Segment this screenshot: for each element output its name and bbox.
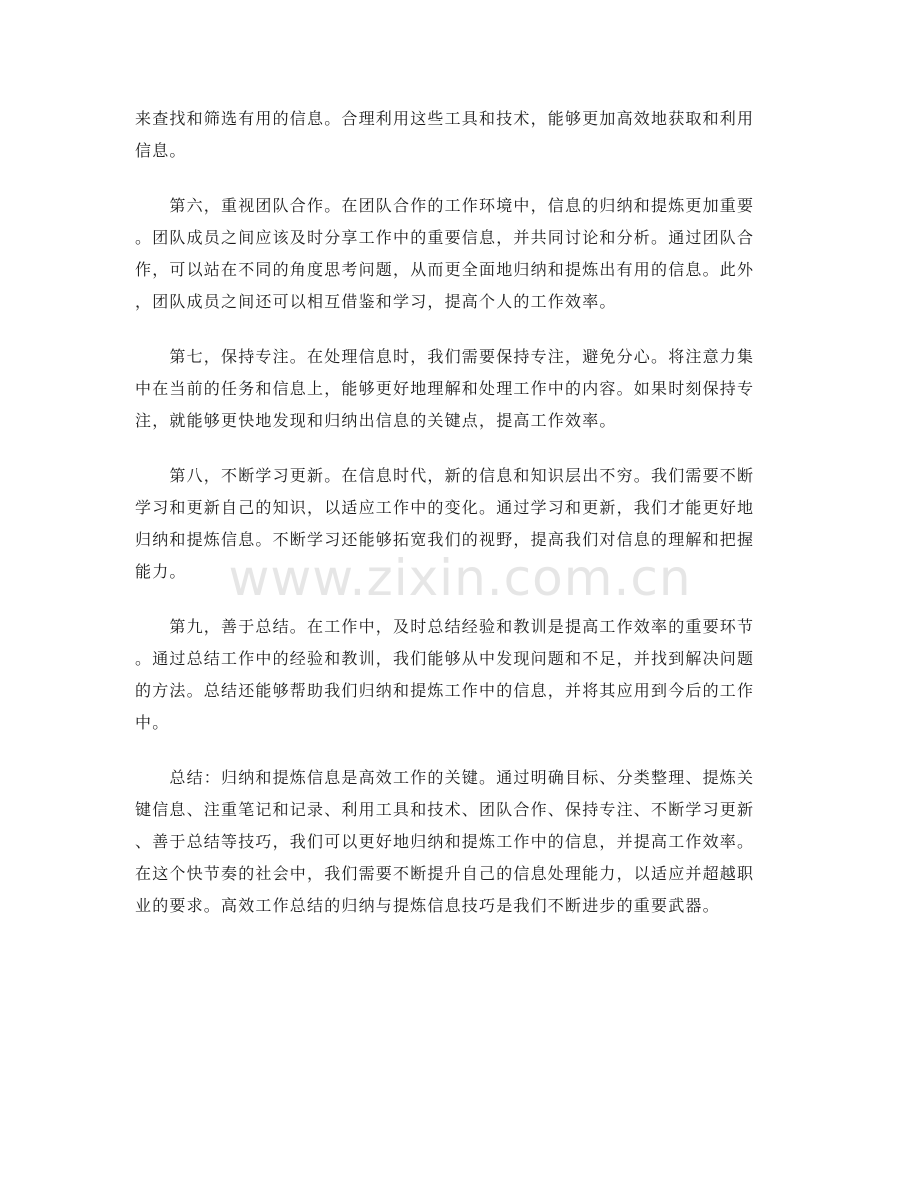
text-line: 信息。 bbox=[135, 141, 187, 160]
text-line: 中在当前的任务和信息上，能够更好地理解和处理工作中的内容。如果时刻保持专 bbox=[135, 379, 755, 398]
text-line: 能力。 bbox=[135, 562, 187, 581]
watermark-text: www.zixin.com.cn bbox=[228, 549, 692, 607]
paragraph-learning bbox=[135, 460, 795, 588]
text-line: 归纳和提炼信息。不断学习还能够拓宽我们的视野，提高我们对信息的理解和把握 bbox=[135, 530, 755, 549]
paragraph-teamwork bbox=[135, 190, 795, 318]
paragraph-focus bbox=[135, 341, 795, 437]
text-line: 在这个快节奏的社会中，我们需要不断提升自己的信息处理能力，以适应并超越职 bbox=[135, 864, 755, 883]
document-body bbox=[135, 103, 795, 922]
text-line: 业的要求。高效工作总结的归纳与提炼信息技巧是我们不断进步的重要武器。 bbox=[135, 896, 720, 915]
text-line: 第九，善于总结。在工作中，及时总结经验和教训是提高工作效率的重要环节 bbox=[135, 617, 755, 636]
text-line: 。通过总结工作中的经验和教训，我们能够从中发现问题和不足，并找到解决问题 bbox=[135, 649, 755, 668]
text-line: 键信息、注重笔记和记录、利用工具和技术、团队合作、保持专注、不断学习更新 bbox=[135, 800, 755, 819]
text-line: 第七，保持专注。在处理信息时，我们需要保持专注，避免分心。将注意力集 bbox=[135, 347, 755, 366]
text-line: 第六，重视团队合作。在团队合作的工作环境中，信息的归纳和提炼更加重要 bbox=[135, 196, 755, 215]
text-line: 总结：归纳和提炼信息是高效工作的关键。通过明确目标、分类整理、提炼关 bbox=[135, 768, 755, 787]
text-line: 中。 bbox=[135, 713, 170, 732]
text-line: 。团队成员之间应该及时分享工作中的重要信息，并共同讨论和分析。通过团队合 bbox=[135, 228, 755, 247]
text-line: 、善于总结等技巧，我们可以更好地归纳和提炼工作中的信息，并提高工作效率。 bbox=[135, 832, 755, 851]
text-line: ，团队成员之间还可以相互借鉴和学习，提高个人的工作效率。 bbox=[135, 292, 617, 311]
text-line: 作，可以站在不同的角度思考问题，从而更全面地归纳和提炼出有用的信息。此外 bbox=[135, 260, 755, 279]
text-line: 学习和更新自己的知识，以适应工作中的变化。通过学习和更新，我们才能更好地 bbox=[135, 498, 755, 517]
text-line: 第八，不断学习更新。在信息时代，新的信息和知识层出不穷。我们需要不断 bbox=[135, 466, 755, 485]
paragraph-tools-continued bbox=[135, 103, 795, 167]
text-line: 注，就能够更快地发现和归纳出信息的关键点，提高工作效率。 bbox=[135, 411, 617, 430]
text-line: 的方法。总结还能够帮助我们归纳和提炼工作中的信息，并将其应用到今后的工作 bbox=[135, 681, 755, 700]
paragraph-summarize bbox=[135, 611, 795, 739]
text-line: 来查找和筛选有用的信息。合理利用这些工具和技术，能够更加高效地获取和利用 bbox=[135, 109, 755, 128]
paragraph-conclusion bbox=[135, 762, 795, 922]
